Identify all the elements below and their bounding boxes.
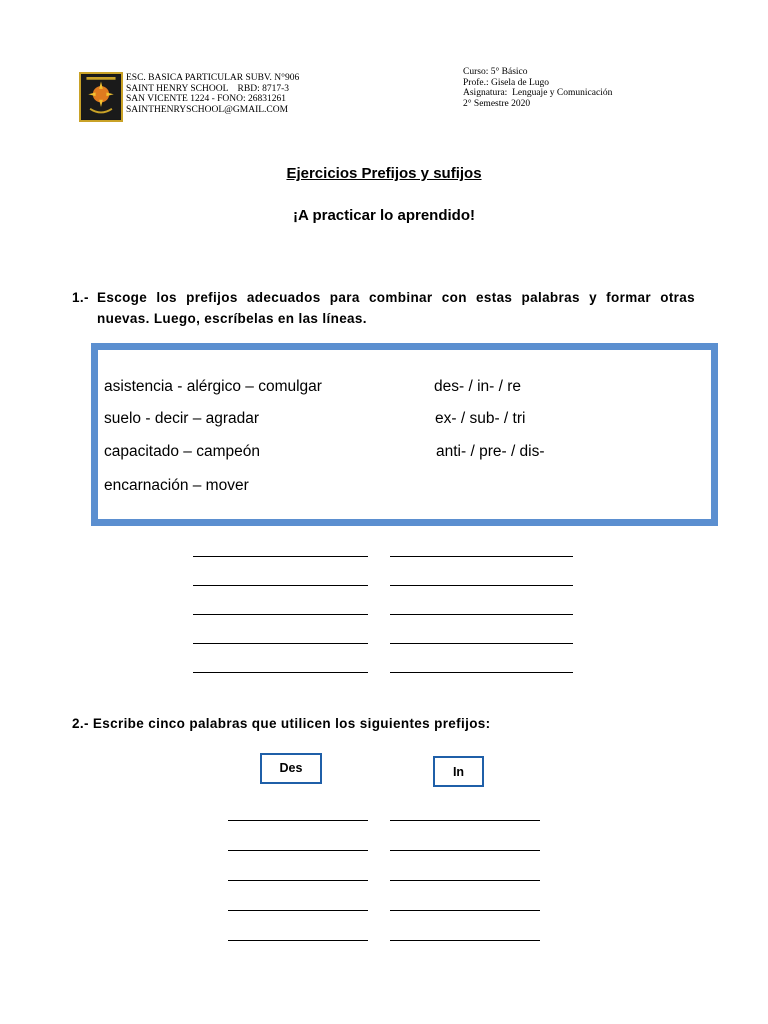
answer-line[interactable] <box>228 820 368 821</box>
prefix-box-in: In <box>433 756 484 787</box>
answer-line[interactable] <box>228 910 368 911</box>
answer-line[interactable] <box>228 880 368 881</box>
answer-line[interactable] <box>228 940 368 941</box>
answer-line[interactable] <box>390 643 573 644</box>
school-line: SAINTHENRYSCHOOL@GMAIL.COM <box>126 104 289 115</box>
question-1-line-1 <box>72 287 695 308</box>
prefix-list-2: ex- / sub- / tri <box>435 410 526 427</box>
answer-line[interactable] <box>390 880 540 881</box>
answer-line[interactable] <box>390 614 573 615</box>
word-box <box>91 343 718 526</box>
answer-line[interactable] <box>390 910 540 911</box>
school-line: SAN VICENTE 1224 - FONO: 26831261 <box>126 94 287 104</box>
answer-line[interactable] <box>390 672 573 673</box>
page-title: Ejercicios Prefijos y sufijos <box>286 165 482 182</box>
school-crest-icon <box>81 74 121 120</box>
prefix-list-1: des- / in- / re <box>434 378 521 395</box>
word-list-2: suelo - decir – agradar <box>104 410 260 427</box>
answer-line[interactable] <box>193 614 368 615</box>
answer-line[interactable] <box>390 556 573 557</box>
school-line: ESC. BASICA PARTICULAR SUBV. N°906 <box>126 73 300 83</box>
answer-line[interactable] <box>390 820 540 821</box>
answer-line[interactable] <box>390 850 540 851</box>
answer-line[interactable] <box>193 585 368 586</box>
school-line: SAINT HENRY SCHOOL RBD: 8717-3 <box>126 83 290 94</box>
question-2: 2.- Escribe cinco palabras que utilicen los siguientes prefijos: <box>72 716 491 731</box>
word-list-3: capacitado – campeón <box>104 443 260 460</box>
answer-line[interactable] <box>193 643 368 644</box>
answer-line[interactable] <box>193 672 368 673</box>
prefix-box-des: Des <box>260 753 322 784</box>
answer-line[interactable] <box>193 556 368 557</box>
question-1-number: 1.- <box>72 290 89 305</box>
course-info <box>463 67 612 109</box>
prefix-list-3: anti- / pre- / dis- <box>436 443 545 460</box>
answer-line[interactable] <box>228 850 368 851</box>
word-list-1: asistencia - alérgico – comulgar <box>104 378 322 395</box>
course-line: Profe.: Gisela de Lugo <box>463 77 550 88</box>
question-1-line-2: nuevas. Luego, escríbelas en las líneas. <box>97 311 367 326</box>
school-logo <box>79 72 123 122</box>
question-1-text: Escoge los prefijos adecuados para combinar con estas palabras y formar otras <box>97 290 695 305</box>
course-line: 2° Semestre 2020 <box>463 98 531 109</box>
question-1 <box>72 287 695 329</box>
school-info <box>126 73 299 115</box>
course-line: Asignatura: Lenguaje y Comunicación <box>463 88 613 98</box>
page-subtitle: ¡A practicar lo aprendido! <box>293 207 475 224</box>
answer-line[interactable] <box>390 585 573 586</box>
word-list-4: encarnación – mover <box>104 477 249 494</box>
answer-line[interactable] <box>390 940 540 941</box>
course-line: Curso: 5° Básico <box>463 67 528 77</box>
